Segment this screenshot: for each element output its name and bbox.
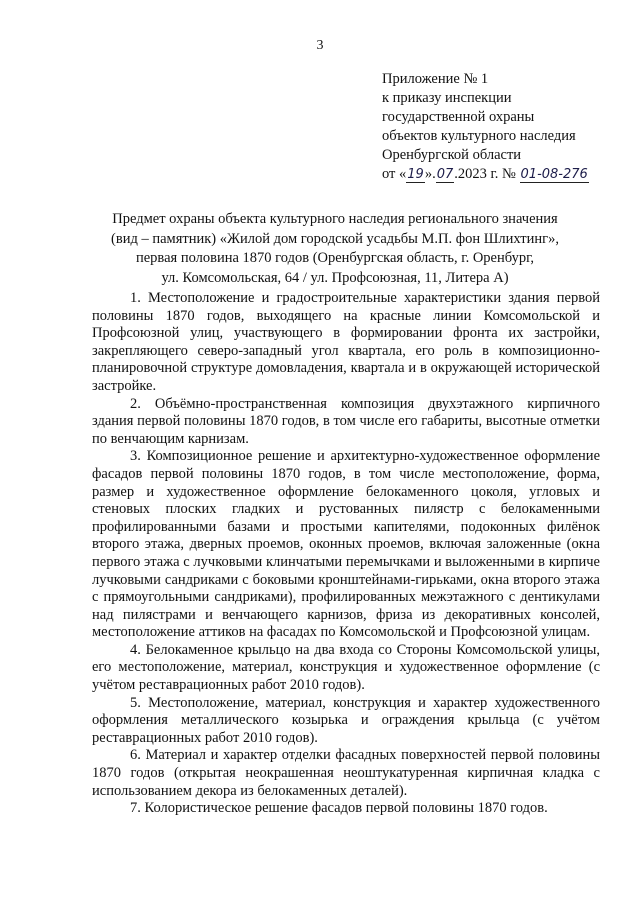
document-title <box>70 210 600 288</box>
appendix-line-1: Приложение № 1 <box>382 71 489 87</box>
item-1: 1. Местоположение и градостроительные характеристики здания первой половины 1870 годов, выходящего на красные линии Комсомольской и Профсоюзной улиц, участвующего в формировании фронта их застройки, закрепляющего северо-западный угол квартала, его роль в композиционно-планировочной структуре домовладения, квартала и в окружающей исторической застройке. <box>92 290 600 394</box>
title-line-4: ул. Комсомольская, 64 / ул. Профсоюзная, 11, Литера А) <box>161 269 509 286</box>
order-number-handwritten: 01-08-276 <box>520 167 588 182</box>
appendix-line-2: к приказу инспекции <box>382 90 512 106</box>
appendix-header <box>382 70 632 184</box>
date-prefix: от « <box>382 166 407 182</box>
date-month-handwritten: 07 <box>436 167 454 182</box>
title-line-3: первая половина 1870 годов (Оренбургская область, г. Оренбург, <box>135 250 535 266</box>
date-year: .2023 г. № <box>454 166 516 182</box>
item-2: 2. Объёмно-пространственная композиция двухэтажного кирпичного здания первой половины 1870 годов, в том числе его габариты, высотные отметки по венчающим карнизам. <box>92 395 600 447</box>
appendix-date-line <box>382 165 632 184</box>
item-5: 5. Местоположение, материал, конструкция и характер художественного оформления металлического козырька и ограждения крыльца (с учётом реставрационных работ 2010 годов). <box>92 694 600 746</box>
appendix-line-5: Оренбургской области <box>382 147 522 163</box>
document-body <box>92 290 600 818</box>
appendix-line-4: объектов культурного наследия <box>382 128 576 144</box>
item-6: 6. Материал и характер отделки фасадных поверхностей первой половины 1870 годов (открытая неокрашенная неоштукатуренная кирпичная кладка с использованием декора из белокаменных деталей). <box>92 747 600 799</box>
date-separator: ». <box>424 166 436 182</box>
date-day-handwritten: 19 <box>407 167 424 182</box>
item-4: 4. Белокаменное крыльцо на два входа со Стороны Комсомольской улицы, его местоположение, материал, конструкция и художественное оформление (с учётом реставрационных работ 2010 годов). <box>92 641 600 694</box>
item-7: 7. Колористическое решение фасадов первой половины 1870 годов. <box>130 800 548 817</box>
page-number: 3 <box>316 38 324 53</box>
item-3: 3. Композиционное решение и архитектурно-художественное оформление фасадов первой половины 1870 годов, в том числе местоположение, форма, размер и художественное оформление белокаменного цоколя, угловых и стеновых плоских гладких и рустованных пилястр с белокаменными профилированными базами и простыми капителями, подоконных филёнок второго этажа, дверных проемов, оконных проемов, включая заложенные (окна первого этажа с лучковыми клинчатыми перемычками и выложенными в кирпиче лучковыми сандриками с боковыми кронштейнами-гирьками, окна второго этажа с прямоугольными сандриками), профилированных межэтажного с дентикулами над пилястрами и венчающего карнизов, фриза из декоративных консолей, местоположение аттиков на фасадах по Комсомольской и Профсоюзной улицам. <box>92 448 600 641</box>
title-line-2: (вид – памятник) «Жилой дом городской усадьбы М.П. фон Шлихтинг», <box>111 230 559 247</box>
title-line-1: Предмет охраны объекта культурного наследия регионального значения <box>112 211 558 227</box>
appendix-line-3: государственной охраны <box>382 109 535 125</box>
